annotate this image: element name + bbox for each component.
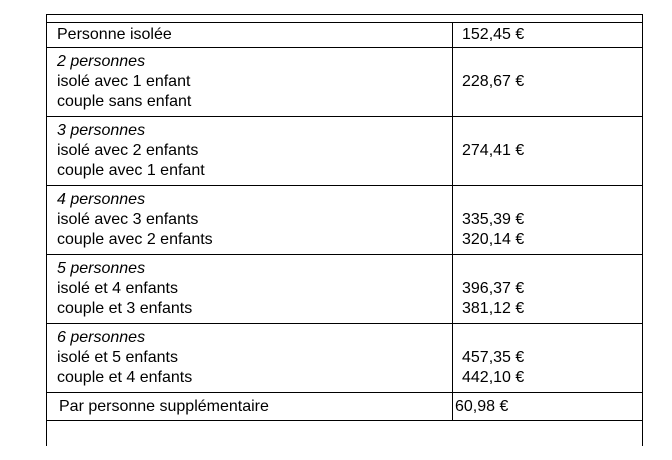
table-row-isolated <box>47 23 643 48</box>
amount-cell <box>453 48 643 117</box>
amount-value: 396,37 € <box>462 280 525 297</box>
table-row-2-persons <box>47 48 643 117</box>
amount-value: 381,12 € <box>462 300 525 317</box>
household-category: 5 personnes <box>57 260 146 277</box>
household-line: isolé avec 3 enfants <box>57 211 199 228</box>
household-cell <box>47 186 453 255</box>
household-line: isolé et 5 enfants <box>57 349 178 366</box>
amount-value: 274,41 € <box>462 142 525 159</box>
table-row-5-persons <box>47 255 643 324</box>
amount-value: 335,39 € <box>462 211 525 228</box>
amount-value: 457,35 € <box>462 349 525 366</box>
amount-cell <box>453 393 643 421</box>
household-cell <box>47 255 453 324</box>
household-cell <box>47 393 453 421</box>
amount-value: 60,98 € <box>455 397 509 415</box>
amount-cell <box>453 23 643 48</box>
household-line: couple et 3 enfants <box>57 300 193 317</box>
amount-cell <box>453 186 643 255</box>
amounts-table <box>46 22 643 421</box>
household-line: isolé et 4 enfants <box>57 280 178 297</box>
amount-value: 152,45 € <box>462 26 525 43</box>
household-line: couple avec 1 enfant <box>57 162 205 179</box>
household-cell <box>47 48 453 117</box>
household-line: isolé avec 2 enfants <box>57 142 199 159</box>
amount-value: 228,67 € <box>462 73 525 90</box>
table-row-4-persons <box>47 186 643 255</box>
table-row-6-persons <box>47 324 643 393</box>
household-cell <box>47 324 453 393</box>
amount-cell <box>453 324 643 393</box>
household-category: 2 personnes <box>57 53 146 70</box>
household-line: couple sans enfant <box>57 93 192 110</box>
amount-value: 442,10 € <box>462 369 525 386</box>
household-category: 6 personnes <box>57 329 146 346</box>
table-row-3-persons <box>47 117 643 186</box>
household-cell <box>47 117 453 186</box>
household-line: isolé avec 1 enfant <box>57 73 191 90</box>
household-cell <box>47 23 453 48</box>
amount-value: 320,14 € <box>462 231 525 248</box>
household-category: 4 personnes <box>57 191 146 208</box>
household-line: couple avec 2 enfants <box>57 231 213 248</box>
table-row-additional-person <box>47 393 643 421</box>
household-line: couple et 4 enfants <box>57 369 193 386</box>
household-category: 3 personnes <box>57 122 146 139</box>
household-line: Par personne supplémentaire <box>59 397 269 415</box>
household-line: Personne isolée <box>57 26 172 43</box>
amount-cell <box>453 117 643 186</box>
amount-cell <box>453 255 643 324</box>
